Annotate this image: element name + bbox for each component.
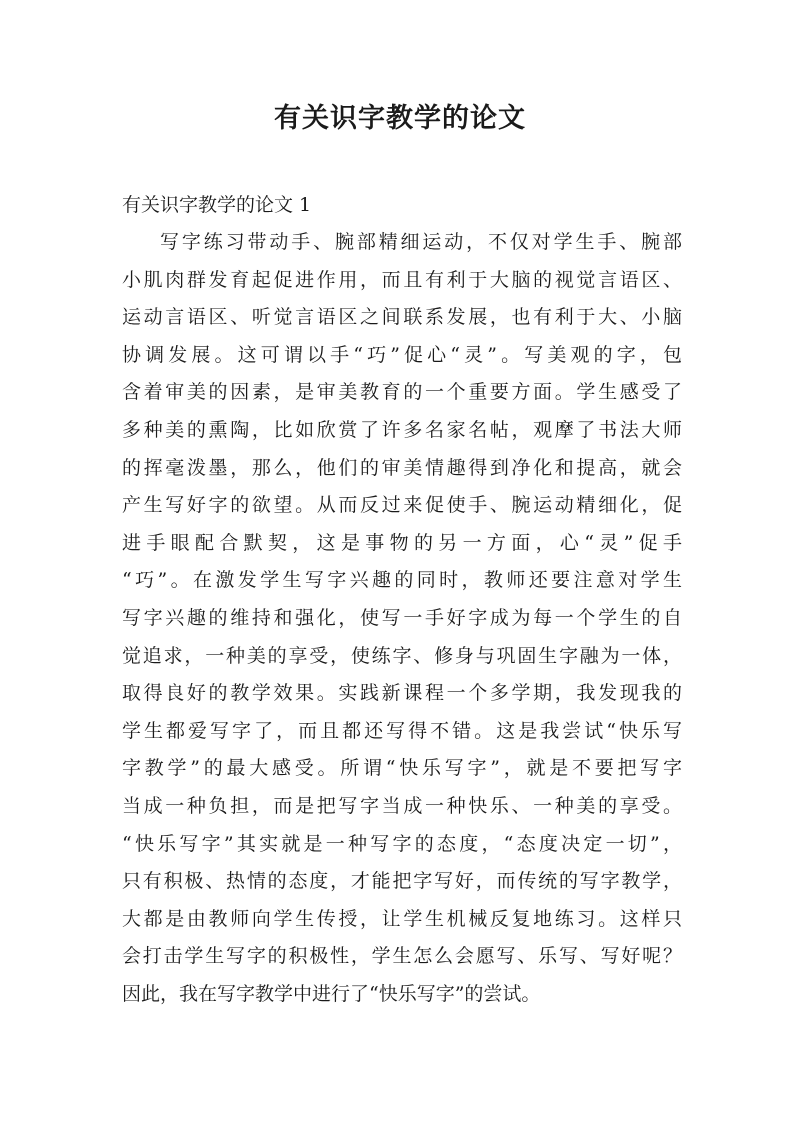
paragraph-line: 字教学”的最大感受。所谓“快乐写字”，就是不要把写字: [122, 757, 682, 780]
paragraph-line: 只有积极、热情的态度，才能把字写好，而传统的写字教学，: [122, 870, 682, 893]
paragraph-line: “巧”。在激发学生写字兴趣的同时，教师还要注意对学生: [122, 569, 682, 592]
paragraph-line: 含着审美的因素，是审美教育的一个重要方面。学生感受了: [122, 381, 682, 404]
section-heading: 有关识字教学的论文 1: [122, 194, 312, 216]
document-title: 有关识字教学的论文: [274, 103, 526, 134]
paragraph-line: 取得良好的教学效果。实践新课程一个多学期，我发现我的: [122, 682, 682, 705]
paragraph-line: 写字练习带动手、腕部精细运动，不仅对学生手、腕部: [160, 231, 682, 253]
paragraph-line: 学生都爱写字了，而且都还写得不错。这是我尝试“快乐写: [122, 719, 682, 742]
paragraph-line: 因此，我在写字教学中进行了“快乐写字”的尝试。: [122, 982, 541, 1005]
paragraph-line: 觉追求，一种美的享受，使练字、修身与巩固生字融为一体，: [122, 644, 682, 667]
paragraph-line: 进手眼配合默契，这是事物的另一方面，心“灵”促手: [122, 531, 682, 554]
paragraph-line: “快乐写字”其实就是一种写字的态度，“态度决定一切”，: [122, 832, 682, 855]
paragraph-line: 大都是由教师向学生传授，让学生机械反复地练习。这样只: [122, 907, 682, 930]
paragraph-line: 产生写好字的欲望。从而反过来促使手、腕运动精细化，促: [122, 494, 682, 517]
paragraph-line: 运动言语区、听觉言语区之间联系发展，也有利于大、小脑: [122, 306, 682, 329]
paragraph-line: 写字兴趣的维持和强化，使写一手好字成为每一个学生的自: [122, 606, 682, 629]
paragraph-line: 当成一种负担，而是把写字当成一种快乐、一种美的享受。: [122, 794, 682, 817]
paragraph-line: 会打击学生写字的积极性，学生怎么会愿写、乐写、写好呢？: [122, 945, 682, 968]
paragraph-line: 的挥毫泼墨，那么，他们的审美情趣得到净化和提高，就会: [122, 456, 682, 479]
body-paragraph: [122, 224, 682, 1013]
paragraph-line: 小肌肉群发育起促进作用，而且有利于大脑的视觉言语区、: [122, 268, 682, 291]
paragraph-line: 多种美的熏陶，比如欣赏了许多名家名帖，观摩了书法大师: [122, 418, 682, 441]
paragraph-line: 协调发展。这可谓以手“巧”促心“灵”。写美观的字，包: [122, 343, 682, 366]
